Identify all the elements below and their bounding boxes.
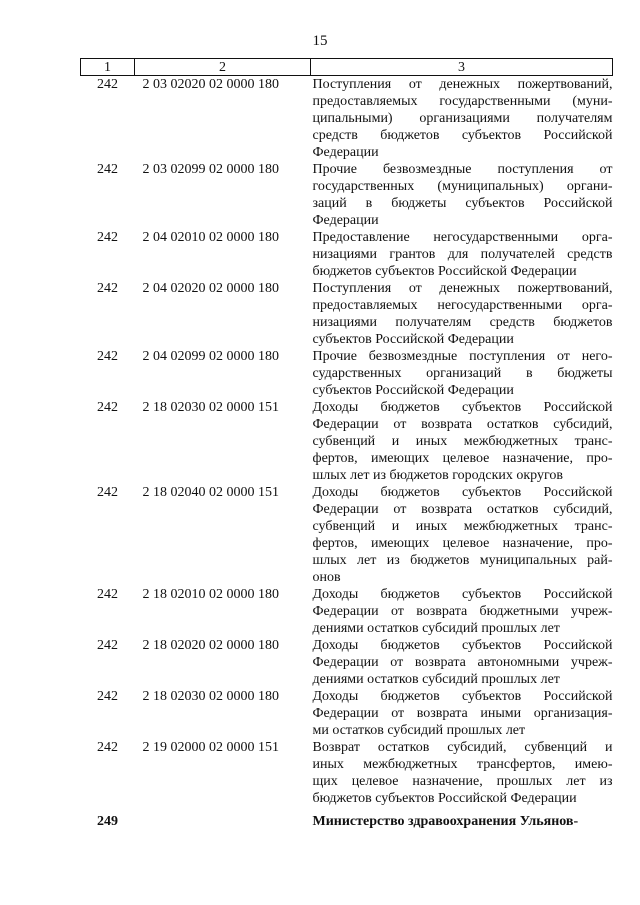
revenue-name-line: субвенций и иных межбюджетных транс- bbox=[312, 434, 613, 449]
budget-classification-code-cell: 2 18 02030 02 0000 180 bbox=[142, 689, 279, 704]
revenue-name-line: Поступления от денежных пожертвований, bbox=[312, 281, 613, 296]
table-row bbox=[81, 586, 613, 637]
table-header-row bbox=[81, 59, 613, 76]
column-header-1: 1 bbox=[81, 59, 135, 76]
table-row bbox=[81, 348, 613, 399]
revenue-name-cell bbox=[311, 586, 613, 637]
revenue-name-line: Федерации bbox=[312, 213, 379, 228]
budget-classification-code-cell: 2 18 02010 02 0000 180 bbox=[142, 587, 279, 602]
revenue-name-line: субъектов Российской Федерации bbox=[312, 332, 514, 347]
revenue-name-line: шлых лет из бюджетов муниципальных рай- bbox=[312, 553, 613, 568]
revenue-name-line: Прочие безвозмездные поступления от bbox=[312, 162, 613, 177]
admin-code-cell: 242 bbox=[97, 162, 118, 177]
table-row bbox=[81, 484, 613, 586]
revenue-name-line: субвенций и иных межбюджетных транс- bbox=[312, 519, 613, 534]
table-row bbox=[81, 739, 613, 807]
revenue-name-line: субъектов Российской Федерации bbox=[312, 383, 514, 398]
revenue-name-line: фертов, имеющих целевое назначение, про- bbox=[312, 451, 613, 466]
admin-code-cell: 242 bbox=[97, 740, 118, 755]
table-row bbox=[81, 399, 613, 484]
revenue-name-line: щих целевое назначение, прошлых лет из bbox=[312, 774, 613, 789]
revenue-name-cell bbox=[311, 76, 613, 162]
revenue-name-cell bbox=[311, 399, 613, 484]
table-header bbox=[81, 59, 613, 76]
revenue-name-line: фертов, имеющих целевое назначение, про- bbox=[312, 536, 613, 551]
revenue-name-line: иных межбюджетных трансфертов, имею- bbox=[312, 757, 613, 772]
budget-classification-code-cell: 2 03 02020 02 0000 180 bbox=[142, 77, 279, 92]
revenue-name-line: предоставляемых негосударственными орга- bbox=[312, 298, 613, 313]
budget-classification-code-cell: 2 18 02020 02 0000 180 bbox=[142, 638, 279, 653]
admin-code-cell: 242 bbox=[97, 587, 118, 602]
budget-classification-code-cell: 2 03 02099 02 0000 180 bbox=[142, 162, 279, 177]
revenue-name-line: Прочие безвозмездные поступления от него- bbox=[312, 349, 613, 364]
budget-classification-code-cell: 2 04 02020 02 0000 180 bbox=[142, 281, 279, 296]
revenue-name-line: Федерации от возврата бюджетными учреж- bbox=[312, 604, 613, 619]
table-row bbox=[81, 637, 613, 688]
revenue-name-cell bbox=[311, 161, 613, 229]
table-row bbox=[81, 161, 613, 229]
revenue-name-line: Федерации bbox=[312, 145, 379, 160]
column-header-2: 2 bbox=[135, 59, 311, 76]
budget-classification-code-cell: 2 18 02030 02 0000 151 bbox=[142, 400, 279, 415]
revenue-name-cell bbox=[311, 280, 613, 348]
table-body bbox=[81, 76, 613, 831]
revenue-name-line: дениями остатков субсидий прошлых лет bbox=[312, 672, 560, 687]
admin-code-cell: 242 bbox=[97, 77, 118, 92]
admin-code-cell: 242 bbox=[97, 349, 118, 364]
table-row bbox=[81, 229, 613, 280]
column-header-3: 3 bbox=[311, 59, 613, 76]
budget-classification-code-cell: 2 04 02010 02 0000 180 bbox=[142, 230, 279, 245]
revenue-name-line: низациями получателям средств бюджетов bbox=[312, 315, 613, 330]
revenue-name-line: Доходы бюджетов субъектов Российской bbox=[312, 638, 613, 653]
admin-code-cell: 242 bbox=[97, 230, 118, 245]
revenue-name-cell bbox=[311, 229, 613, 280]
revenue-name-line: шлых лет из бюджетов городских округов bbox=[312, 468, 563, 483]
admin-code-cell: 242 bbox=[97, 281, 118, 296]
revenue-name-line: Министерство здравоохранения Ульянов- bbox=[312, 814, 579, 829]
revenue-name-line: предоставляемых государственными (муни- bbox=[312, 94, 613, 109]
revenue-name-line: Доходы бюджетов субъектов Российской bbox=[312, 485, 613, 500]
admin-code-cell: 242 bbox=[97, 689, 118, 704]
budget-classification-code-cell bbox=[135, 807, 311, 830]
revenue-name-cell bbox=[311, 688, 613, 739]
revenue-name-line: сударственных организаций в бюджеты bbox=[312, 366, 613, 381]
revenue-name-line: ципальными) организациями получателям bbox=[312, 111, 613, 126]
budget-classification-code-cell: 2 19 02000 02 0000 151 bbox=[142, 740, 279, 755]
revenue-name-cell bbox=[311, 637, 613, 688]
revenue-name-line: бюджетов субъектов Российской Федерации bbox=[312, 791, 577, 806]
admin-code-cell: 242 bbox=[97, 638, 118, 653]
admin-code-cell: 242 bbox=[97, 400, 118, 415]
budget-classification-code-cell: 2 04 02099 02 0000 180 bbox=[142, 349, 279, 364]
revenue-name-line: Возврат остатков субсидий, субвенций и bbox=[312, 740, 613, 755]
table-row bbox=[81, 280, 613, 348]
budget-classification-code-cell: 2 18 02040 02 0000 151 bbox=[142, 485, 279, 500]
budget-codes-table bbox=[80, 58, 613, 830]
revenue-name-line: онов bbox=[312, 570, 341, 585]
revenue-name-line: заций в бюджеты субъектов Российской bbox=[312, 196, 613, 211]
revenue-name-line: Федерации от возврата автономными учреж- bbox=[312, 655, 613, 670]
revenue-name-line: Доходы бюджетов субъектов Российской bbox=[312, 689, 613, 704]
revenue-name-line: дениями остатков субсидий прошлых лет bbox=[312, 621, 560, 636]
table-row bbox=[81, 688, 613, 739]
table-row bbox=[81, 807, 613, 830]
revenue-name-line: низациями грантов для получателей средств bbox=[312, 247, 613, 262]
revenue-name-line: ми остатков субсидий прошлых лет bbox=[312, 723, 526, 738]
revenue-name-line: Доходы бюджетов субъектов Российской bbox=[312, 587, 613, 602]
page-number: 15 bbox=[312, 33, 328, 49]
admin-code-cell: 249 bbox=[97, 814, 118, 829]
revenue-name-cell bbox=[311, 348, 613, 399]
revenue-name-cell bbox=[311, 484, 613, 586]
revenue-name-line: Доходы бюджетов субъектов Российской bbox=[312, 400, 613, 415]
revenue-name-line: государственных (муниципальных) органи- bbox=[312, 179, 613, 194]
table-row bbox=[81, 76, 613, 162]
revenue-name-line: Федерации от возврата остатков субсидий, bbox=[312, 417, 613, 432]
revenue-name-line: Поступления от денежных пожертвований, bbox=[312, 77, 613, 92]
revenue-name-line: средств бюджетов субъектов Российской bbox=[312, 128, 613, 143]
revenue-name-cell bbox=[311, 739, 613, 807]
revenue-name-line: Федерации от возврата остатков субсидий, bbox=[312, 502, 613, 517]
admin-code-cell: 242 bbox=[97, 485, 118, 500]
revenue-name-line: Федерации от возврата иными организация- bbox=[312, 706, 613, 721]
revenue-name-line: Предоставление негосударственными орга- bbox=[312, 230, 613, 245]
revenue-name-cell bbox=[311, 807, 613, 830]
revenue-name-line: бюджетов субъектов Российской Федерации bbox=[312, 264, 577, 279]
